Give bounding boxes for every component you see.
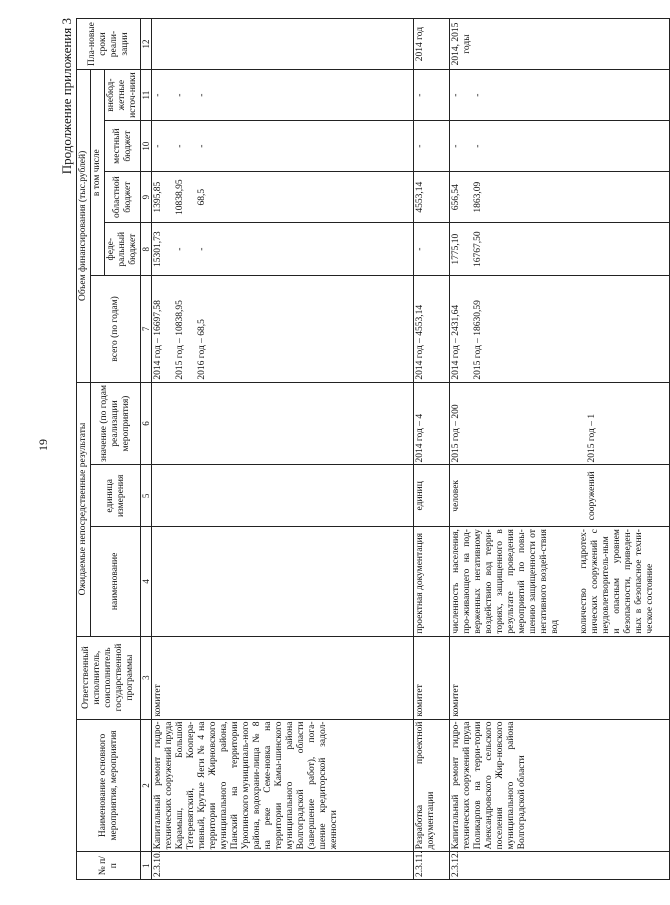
extra-value: - — [175, 93, 185, 97]
row-local — [450, 121, 670, 172]
activities-table — [76, 18, 670, 880]
col-number: 9 — [141, 172, 152, 223]
row-responsible: комитет — [152, 636, 414, 719]
row-federal — [450, 223, 670, 276]
local-value: - — [451, 144, 461, 148]
header-res-name: наименование — [91, 527, 141, 636]
regional-value: 1863,09 — [473, 181, 483, 213]
row-regional — [414, 172, 450, 223]
federal-value: - — [415, 247, 425, 251]
federal-value: 1775,10 — [451, 233, 461, 265]
extra-value: - — [473, 93, 483, 97]
col-number: 2 — [141, 719, 152, 852]
header-federal: феде-ральный бюджет — [105, 223, 141, 276]
col-number: 4 — [141, 527, 152, 636]
federal-value: 15301,73 — [153, 231, 163, 268]
result-name-2: количество гидротех-нических сооружений с неудовлетворитель-ным и опасным уровнем безопасности, приведен-ных в безопасное техни-ческое состояние — [579, 529, 655, 634]
local-value: - — [473, 144, 483, 148]
regional-value: 4553,14 — [415, 181, 425, 213]
row-regional — [152, 172, 414, 223]
header-expected-results: Ожидаемые непосредственные результаты — [77, 382, 91, 636]
header-terms: Пла-новые сроки реали-зации — [77, 19, 141, 70]
col-number: 7 — [141, 276, 152, 382]
total-value: 2016 год – 68,5 — [197, 319, 207, 380]
header-res-unit: единица измерения — [91, 465, 141, 527]
row-totals — [152, 276, 414, 382]
federal-value: - — [197, 247, 207, 251]
local-value: - — [197, 144, 207, 148]
local-value: - — [175, 144, 185, 148]
col-number: 8 — [141, 223, 152, 276]
extra-value: - — [415, 93, 425, 97]
row-res-unit — [152, 465, 414, 527]
row-terms: 2014 год — [414, 19, 450, 70]
regional-value: 656,54 — [451, 184, 461, 211]
header-including: в том числе — [91, 70, 105, 276]
row-regional — [450, 172, 670, 223]
row-federal — [152, 223, 414, 276]
regional-value: 68,5 — [197, 188, 207, 206]
federal-value: - — [175, 247, 185, 251]
total-value: 2014 год – 16697,58 — [153, 300, 163, 380]
continuation-title: Продолжение приложения 3 — [59, 18, 74, 175]
col-number: 11 — [141, 70, 152, 121]
row-totals — [414, 276, 450, 382]
regional-value: 10838,95 — [175, 179, 185, 215]
row-num: 2.3.12. — [450, 852, 670, 880]
result-unit-2: сооружений — [587, 471, 597, 521]
header-responsible: Ответственный исполнитель, соисполнитель государственной программы — [77, 636, 141, 719]
result-value: 2015 год – 200 — [451, 404, 461, 463]
row-res-value: 2014 год – 4 — [414, 382, 450, 465]
row-totals — [450, 276, 670, 382]
result-value-2: 2015 год – 1 — [587, 413, 597, 463]
row-res-name: проектная документация — [414, 527, 450, 636]
extra-value: - — [153, 93, 163, 97]
row-extra — [414, 70, 450, 121]
col-number: 1 — [141, 852, 152, 880]
page-number: 19 — [36, 439, 50, 451]
header-name: Наименование основного мероприятия, мероприятия — [77, 719, 141, 852]
row-res-unit — [450, 465, 670, 527]
row-federal — [414, 223, 450, 276]
col-number: 6 — [141, 382, 152, 465]
header-funding: Объем финансирования (тыс.рублей) — [77, 70, 91, 382]
row-extra — [450, 70, 670, 121]
rotated-page — [59, 18, 655, 880]
total-value: 2014 год – 2431,64 — [451, 304, 461, 380]
local-value: - — [415, 144, 425, 148]
header-num: № п/п — [77, 852, 141, 880]
row-res-unit: единиц — [414, 465, 450, 527]
row-name: Разработка проектной документации — [414, 719, 450, 852]
header-res-value: значение (по годам реализации мероприятия) — [91, 382, 141, 465]
row-local — [152, 121, 414, 172]
row-res-name — [450, 527, 670, 636]
row-num: 2.3.11. — [414, 852, 450, 880]
row-res-name — [152, 527, 414, 636]
col-number: 5 — [141, 465, 152, 527]
regional-value: 1395,85 — [153, 181, 163, 213]
row-extra — [152, 70, 414, 121]
row-num: 2.3.10. — [152, 852, 414, 880]
col-number: 12 — [141, 19, 152, 70]
result-name: численность населения, про-живающего на под-верженных негативному воздействию вод терри-ториях, защищенного в результате проведения мероприятий по повы-шению защищенности от негативного воздей-ствия вод — [451, 529, 560, 634]
result-unit: человек — [451, 479, 461, 512]
total-value: 2015 год – 18630,59 — [473, 300, 483, 380]
total-value: 2014 год – 4553,14 — [415, 304, 425, 380]
header-total: всего (по годам) — [91, 276, 141, 382]
extra-value: - — [197, 93, 207, 97]
col-number: 3 — [141, 636, 152, 719]
total-value: 2015 год – 10838,95 — [175, 300, 185, 380]
row-terms — [152, 19, 414, 70]
federal-value: 16767,50 — [473, 231, 483, 268]
row-name: Капитальный ремонт гидро-технических сооружений пруда Карамыш, Большой Тетеревятский, Коопера-тивный, Крутые Яеги № 4 на территории Жирновского муниципального района, Панский на территории Урюпинского муниципаль-ного района, водохрани-лища № 8 на реке Семе-новка на территории Камы-шинского муниципального района Волгоградской области (завершение работ), пога-шение кредиторской задол-женности — [152, 719, 414, 852]
table-row — [152, 19, 414, 880]
row-responsible: комитет — [450, 636, 670, 719]
header-extra: внебюд-жетные источ-ники — [105, 70, 141, 121]
header-regional: областной бюджет — [105, 172, 141, 223]
row-res-value — [152, 382, 414, 465]
row-local — [414, 121, 450, 172]
row-res-value — [450, 382, 670, 465]
local-value: - — [153, 144, 163, 148]
col-number: 10 — [141, 121, 152, 172]
table-row — [414, 19, 450, 880]
row-terms: 2014, 2015 годы — [450, 19, 670, 70]
column-number-row — [141, 19, 152, 880]
row-name: Капитальный ремонт гидро-технических сооружений пруда Поликарпов на терри-тории Александровского сельского поселения Жир-новского муниципального района Волгоградской области — [450, 719, 670, 852]
header-local: местный бюджет — [105, 121, 141, 172]
row-responsible: комитет — [414, 636, 450, 719]
extra-value: - — [451, 93, 461, 97]
table-row — [450, 19, 670, 880]
